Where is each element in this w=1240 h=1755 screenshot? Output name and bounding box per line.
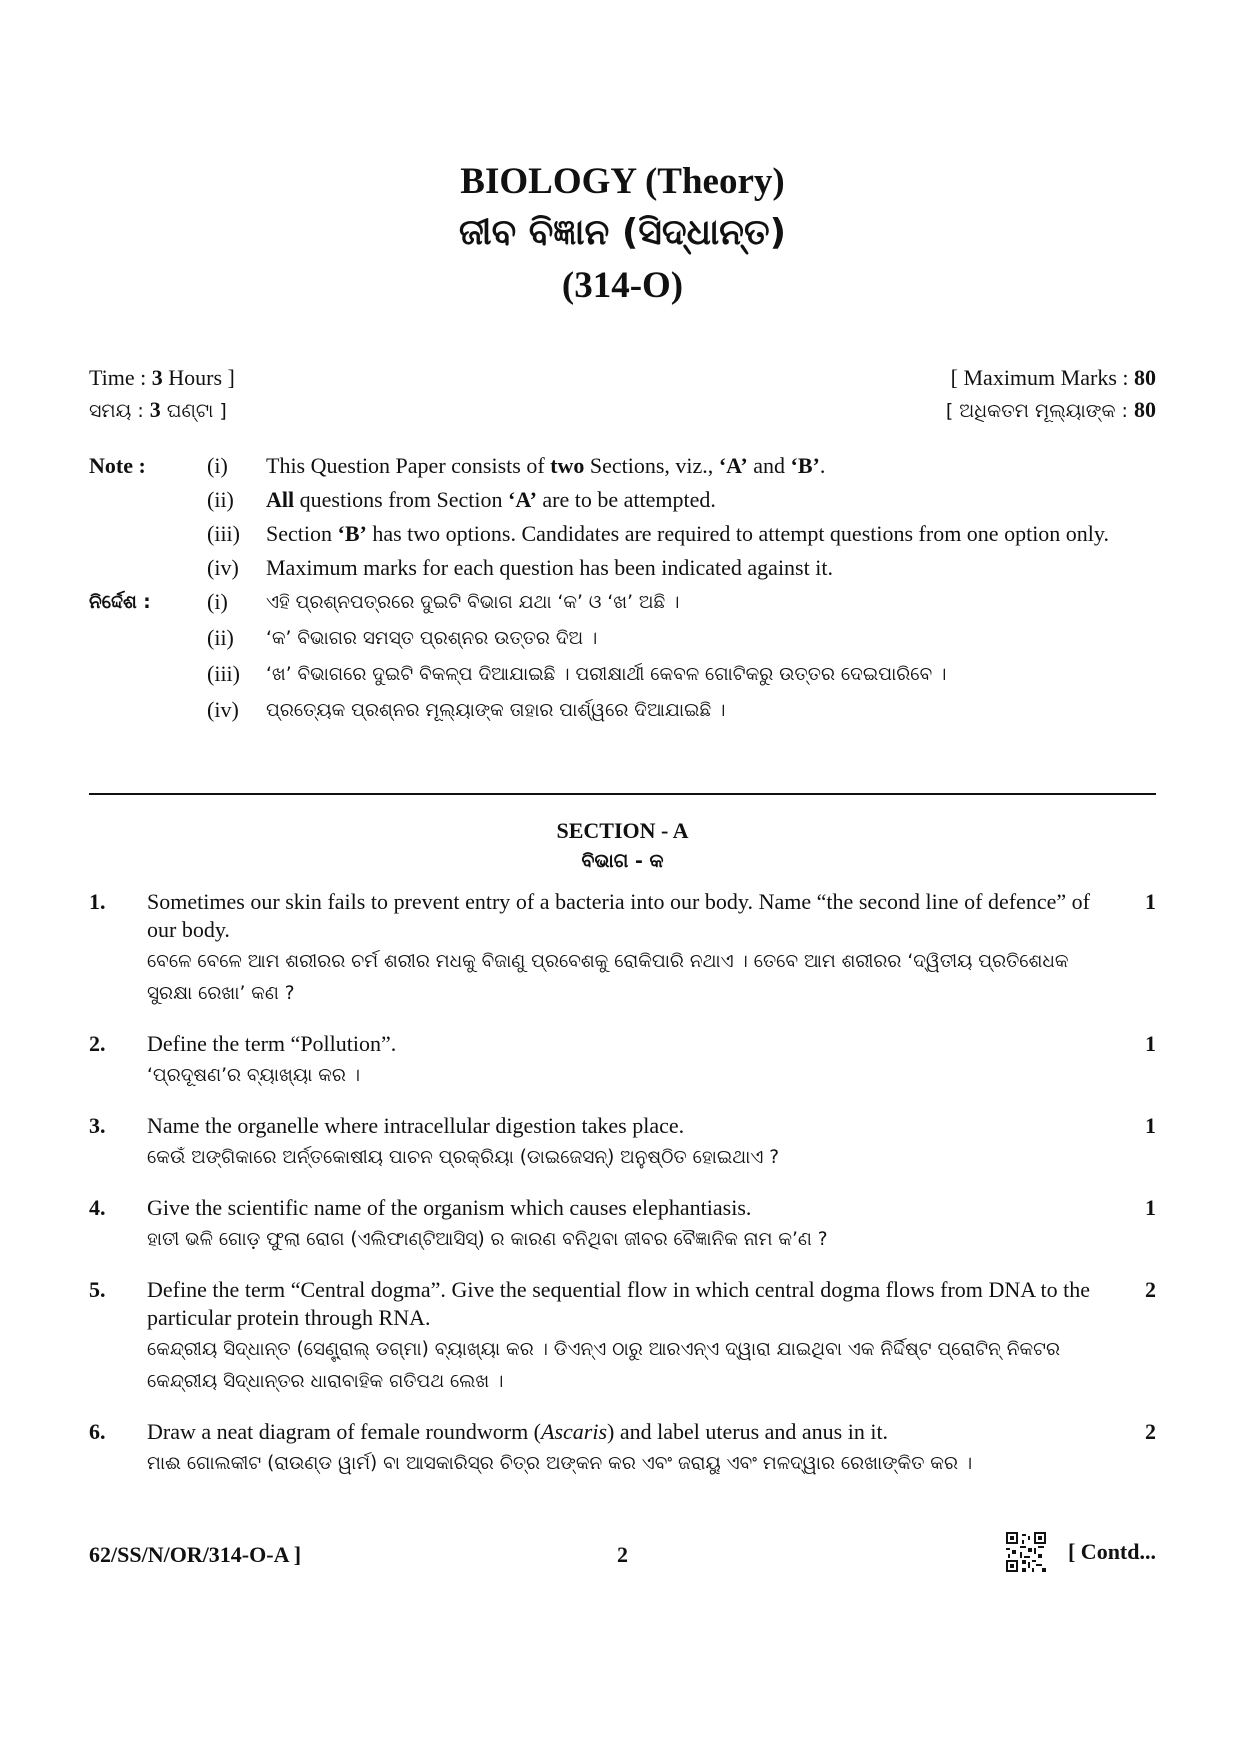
question-text: Define the term “Central dogma”. Give the sequential flow in which central dogma flows from DNA to the particular protein through RNA. xyxy=(147,1277,1090,1330)
title-english: BIOLOGY (Theory) xyxy=(460,161,785,202)
question-item xyxy=(89,1030,1156,1092)
question-marks: 2 xyxy=(1145,1277,1156,1302)
note-item-odia: (iii) ‘ଖ’ ବିଭାଗରେ ଦୁଇଟି ବିକଳ୍ପ ଦିଆଯାଇଛି । ପରୀକ୍ଷାର୍ଥୀ କେବଳ ଗୋଟିକରୁ ଉତ୍ତର ଦେଇପାରିବେ । xyxy=(207,661,947,686)
section-title: SECTION - A xyxy=(556,818,689,843)
title-odia: ଜୀବ ବିଜ୍ଞାନ (ସିଦ୍ଧାନ୍ତ) xyxy=(458,212,787,253)
question-text-odia: ବେଳେ ବେଳେ ଆମ ଶରୀରର ଚର୍ମ ଶରୀର ମଧକୁ ବିଜାଣୁ ପ୍ରବେଶକୁ ରୋକିପାରି ନଥାଏ । ତେବେ ଆମ ଶରୀରର ‘ଦ୍ୱିତୀୟ ପ୍ରତିଶେଧକ ସୁରକ୍ଷା ରେଖା’ କଣ ? xyxy=(147,951,1069,1004)
question-text-odia: କେନ୍ଦ୍ରୀୟ ସିଦ୍ଧାନ୍ତ (ସେଣ୍ଟ୍ରାଲ୍ ଡଗ୍ମା) ବ୍ୟାଖ୍ୟା କର । ଡିଏନ୍ଏ ଠାରୁ ଆରଏନ୍ଏ ଦ୍ୱାରା ଯାଇଥିବା ଏକ ନିର୍ଦ୍ଦିଷ୍ଟ ପ୍ରୋଟିନ୍ ନିକଟର କେନ୍ଦ୍ରୀୟ ସିଦ୍ଧାନ୍ତର ଧାରାବାହିକ ଗତିପଥ ଲେଖ । xyxy=(147,1339,1060,1392)
question-number: 4. xyxy=(89,1195,106,1220)
time-marks-block xyxy=(89,362,1156,427)
instructions xyxy=(89,452,1156,732)
question-text: Sometimes our skin fails to prevent entry of a bacteria into our body. Name “the second line of defence” of our body. xyxy=(147,889,1090,942)
question-number: 3. xyxy=(89,1113,106,1138)
time-marks-row-english xyxy=(89,362,1156,394)
time-info-odia: ସମୟ : 3 ଘଣ୍ଟା ] xyxy=(89,397,227,422)
note-item: (iv) Maximum marks for each question has been indicated against it. xyxy=(207,555,833,580)
exam-page xyxy=(89,0,1156,1755)
max-marks-info: [ Maximum Marks : 80 xyxy=(950,365,1156,390)
note-item: (iii) Section ‘B’ has two options. Candidates are required to attempt questions from one option only. xyxy=(207,521,1109,546)
question-text: Draw a neat diagram of female roundworm (Ascaris) and label uterus and anus in it. xyxy=(147,1419,889,1444)
page-number: 2 xyxy=(617,1542,628,1567)
question-marks: 1 xyxy=(1145,1031,1156,1056)
divider xyxy=(89,793,1156,795)
question-list xyxy=(89,888,1156,1500)
paper-header xyxy=(89,160,1156,308)
question-marks: 2 xyxy=(1145,1419,1156,1444)
note-item-odia: (ii) ‘କ’ ବିଭାଗର ସମସ୍ତ ପ୍ରଶ୍ନର ଉତ୍ତର ଦିଅ । xyxy=(207,625,598,650)
question-item xyxy=(89,1112,1156,1174)
time-info: Time : 3 Hours ] xyxy=(89,365,235,390)
question-item xyxy=(89,888,1156,1010)
question-text-odia: କେଉଁ ଅଙ୍ଗିକାରେ ଅର୍ନ୍ତକୋଷୀୟ ପାଚନ ପ୍ରକ୍ରିୟା (ଡାଇଜେସନ୍) ଅନୁଷ୍ଠିତ ହୋଇଥାଏ ? xyxy=(147,1147,780,1168)
question-text: Give the scientific name of the organism which causes elephantiasis. xyxy=(147,1195,752,1220)
question-text-odia: ହାତୀ ଭଳି ଗୋଡ଼ ଫୁଲା ରୋଗ (ଏଲିଫାଣ୍ଟିଆସିସ୍) ର କାରଣ ବନିଥିବା ଜୀବର ବୈଜ୍ଞାନିକ ନାମ କ’ଣ ? xyxy=(147,1229,828,1250)
max-marks-info-odia: [ ଅଧିକତମ ମୂଲ୍ୟାଙ୍କ : 80 xyxy=(945,397,1156,422)
note-label: Note : xyxy=(89,453,146,478)
note-label-odia: ନିର୍ଦ୍ଦେଶ : xyxy=(89,592,151,613)
note-item: Note : (i) This Question Paper consists of two Sections, viz., ‘A’ and ‘B’. xyxy=(89,453,826,478)
footer-paper-code: 62/SS/N/OR/314-O-A ] xyxy=(89,1542,302,1567)
question-marks: 1 xyxy=(1145,889,1156,914)
time-marks-row-odia xyxy=(89,394,1156,427)
section-title-odia: ବିଭାଗ - କ xyxy=(581,850,664,872)
continued-label: [ Contd... xyxy=(1067,1539,1156,1564)
question-number: 5. xyxy=(89,1277,106,1302)
note-item: (ii) All questions from Section ‘A’ are to be attempted. xyxy=(207,487,716,512)
question-text-odia: ମାଈ ଗୋଲକୀଟ (ରାଉଣ୍ଡ ୱାର୍ମ) ବା ଆସକାରିସ୍‌ର ଚିତ୍ର ଅଙ୍କନ କର ଏବଂ ଜରାୟୁ ଏବଂ ମଳଦ୍ୱାର ରେଖାଙ୍କିତ କର । xyxy=(147,1453,973,1474)
question-text: Name the organelle where intracellular digestion takes place. xyxy=(147,1113,685,1138)
page-footer xyxy=(89,1532,1156,1578)
question-text-odia: ‘ପ୍ରଦୂଷଣ’ର ବ୍ୟାଖ୍ୟା କର । xyxy=(147,1065,361,1086)
question-item xyxy=(89,1418,1156,1480)
question-number: 6. xyxy=(89,1419,106,1444)
section-heading xyxy=(89,816,1156,876)
question-item xyxy=(89,1276,1156,1398)
question-marks: 1 xyxy=(1145,1113,1156,1138)
note-item-odia: (iv) ପ୍ରତ୍ୟେକ ପ୍ରଶ୍ନର ମୂଲ୍ୟାଙ୍କ ତାହାର ପାର୍ଶ୍ୱରେ ଦିଆଯାଇଛି । xyxy=(207,697,726,722)
question-item xyxy=(89,1194,1156,1256)
paper-code: (314-O) xyxy=(561,265,684,306)
question-text: Define the term “Pollution”. xyxy=(147,1031,397,1056)
note-item-odia: ନିର୍ଦ୍ଦେଶ : (i) ଏହି ପ୍ରଶ୍ନପତ୍ରରେ ଦୁଇଟି ବିଭାଗ ଯଥା ‘କ’ ଓ ‘ଖ’ ଅଛି । xyxy=(89,588,1156,617)
question-number: 1. xyxy=(89,889,106,914)
qr-code-icon xyxy=(1006,1532,1046,1572)
question-marks: 1 xyxy=(1145,1195,1156,1220)
question-number: 2. xyxy=(89,1031,106,1056)
